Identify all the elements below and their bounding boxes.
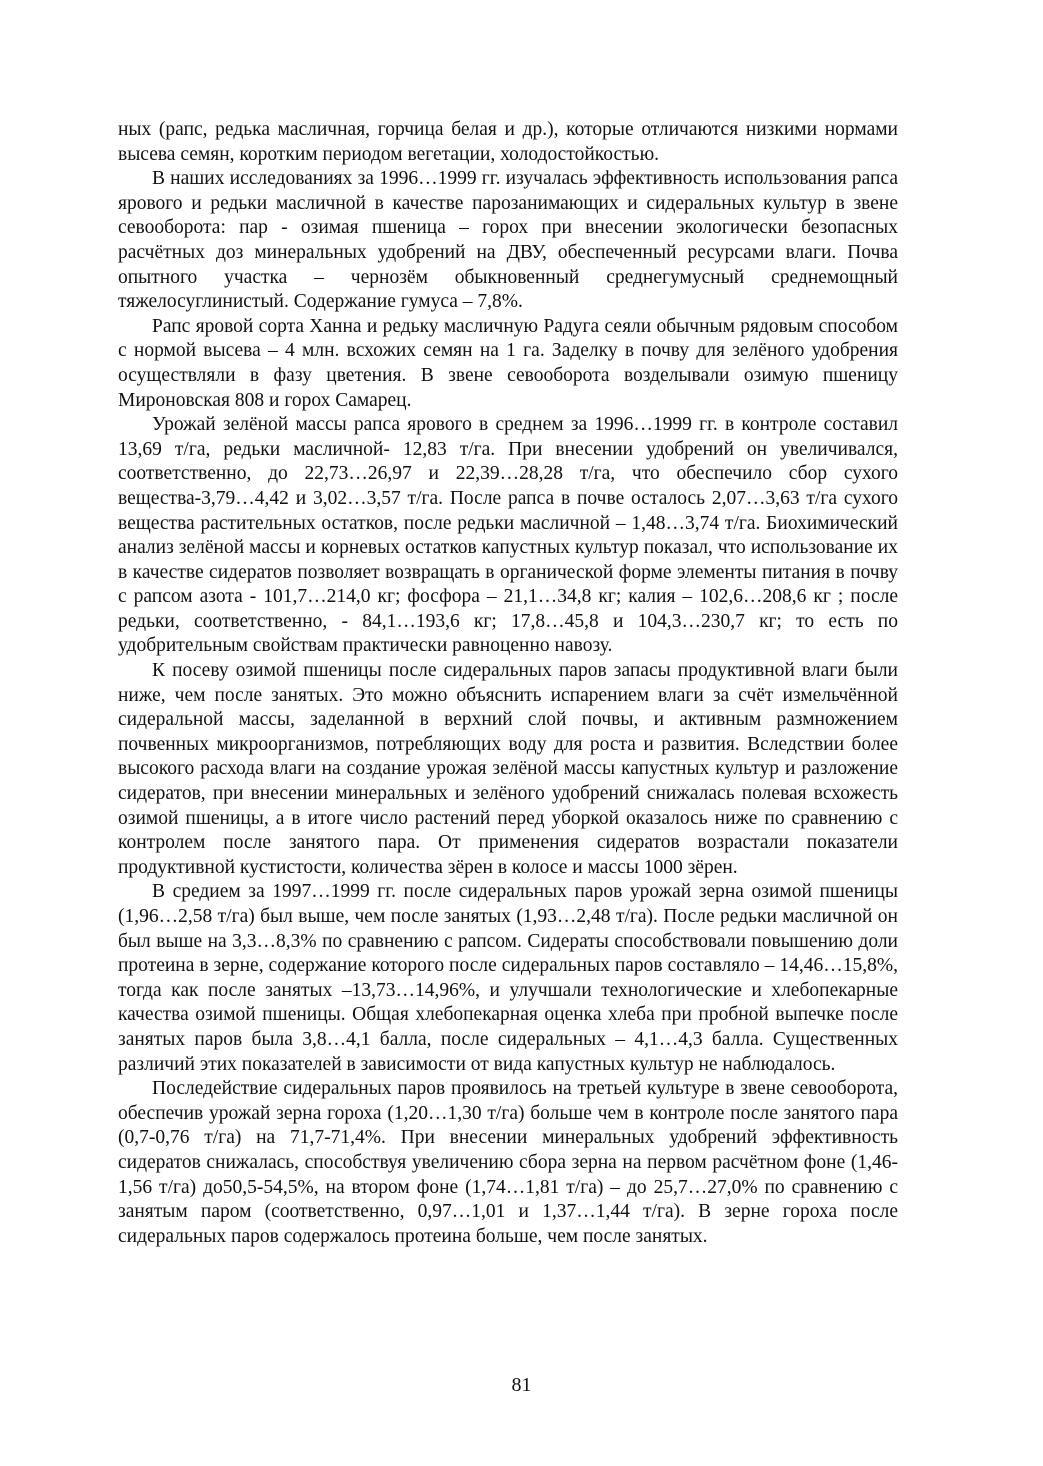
paragraph-aftereffect: Последействие сидеральных паров проявилось на третьей культуре в звене севооборота, обеспечив урожай зерна гороха (1,20…1,30 т/га) больше чем в контроле после занятого пара (0,7-0,76 т/га) на 71,7-71,4%. При внесении минеральных удобрений эффективность сидератов снижалась, способствуя увеличению сбора зерна на первом расчётном фоне (1,46-1,56 т/га) до50,5-54,5%, на втором фоне (1,74…1,81 т/га) – до 25,7…27,0% по сравнению с занятым паром (соответственно, 0,97…1,01 и 1,37…1,44 т/га). В зерне гороха после сидеральных паров содержалось протеина больше, чем после занятых.	[118, 1078, 898, 1247]
paragraph-research-scope: В наших исследованиях за 1996…1999 гг. изучалась эффективность использования рапса ярового и редьки масличной в качестве парозанимающих и сидеральных культур в звене севооборота: пар - озимая пшеница – горох при внесении экологически безопасных расчётных доз минеральных удобрений на ДВУ, обеспеченный ресурсами влаги. Почва опытного участка – чернозём обыкновенный среднегумусный среднемощный тяжелосуглинистый. Содержание гумуса – 7,8%.	[118, 168, 898, 313]
page-body	[118, 118, 898, 1249]
page-number: 81	[511, 1374, 532, 1396]
paragraph-soil-moisture: К посеву озимой пшеницы после сидеральных паров запасы продуктивной влаги были ниже, чем после занятых. Это можно объяснить испарением влаги за счёт измельчённой сидеральной массы, заделанной в верхний слой почвы, и активным размножением почвенных микроорганизмов, потребляющих воду для роста и развития. Вследствии более высокого расхода влаги на создание урожая зелёной массы капустных культур и разложение сидератов, при внесении минеральных и зелёного удобрений снижалась полевая всхожесть озимой пшеницы, а в итоге число растений перед уборкой оказалось ниже по сравнению с контролем после занятого пара. От применения сидератов возрастали показатели продуктивной кустистости, количества зёрен в колосе и массы 1000 зёрен.	[118, 660, 898, 878]
paragraph-sowing-method: Рапс яровой сорта Ханна и редьку масличную Радуга сеяли обычным рядовым способом с нормой высева – 4 млн. всхожих семян на 1 га. Заделку в почву для зелёного удобрения осуществляли в фазу цветения. В звене севооборота возделывали озимую пшеницу Мироновская 808 и горох Самарец.	[118, 315, 898, 411]
paragraph-green-mass-yield: Урожай зелёной массы рапса ярового в среднем за 1996…1999 гг. в контроле составил 13,69 т/га, редьки масличной- 12,83 т/га. При внесении удобрений он увеличивался, соответственно, до 22,73…26,97 и 22,39…28,28 т/га, что обеспечило сбор сухого вещества-3,79…4,42 и 3,02…3,57 т/га. После рапса в почве осталось 2,07…3,63 т/га сухого вещества растительных остатков, после редьки масличной – 1,48…3,74 т/га. Биохимический анализ зелёной массы и корневых остатков капустных культур показал, что использование их в качестве сидератов позволяет возвращать в органической форме элементы питания в почву с рапсом азота - 101,7…214,0 кг; фосфора – 21,1…34,8 кг; калия – 102,6…208,6 кг ; после редьки, соответственно, - 84,1…193,6 кг; 17,8…45,8 и 104,3…230,7 кг; то есть по удобрительным свойствам практически равноценно навозу.	[118, 414, 898, 657]
paragraph-continuation: ных (рапс, редька масличная, горчица белая и др.), которые отличаются низкими нормами высева семян, коротким периодом вегетации, холодостойкостью.	[118, 119, 898, 165]
paragraph-wheat-yield: В средием за 1997…1999 гг. после сидеральных паров урожай зерна озимой пшеницы (1,96…2,58 т/га) был выше, чем после занятых (1,93…2,48 т/га). После редьки масличной он был выше на 3,3…8,3% по сравнению с рапсом. Сидераты способствовали повышению доли протеина в зерне, содержание которого после сидеральных паров составляло – 14,46…15,8%, тогда как после занятых –13,73…14,96%, и улучшали технологические и хлебопекарные качества озимой пшеницы. Общая хлебопекарная оценка хлеба при пробной выпечке после занятых паров была 3,8…4,1 балла, после сидеральных – 4,1…4,3 балла. Существенных различий этих показателей в зависимости от вида капустных культур не наблюдалось.	[118, 881, 898, 1075]
